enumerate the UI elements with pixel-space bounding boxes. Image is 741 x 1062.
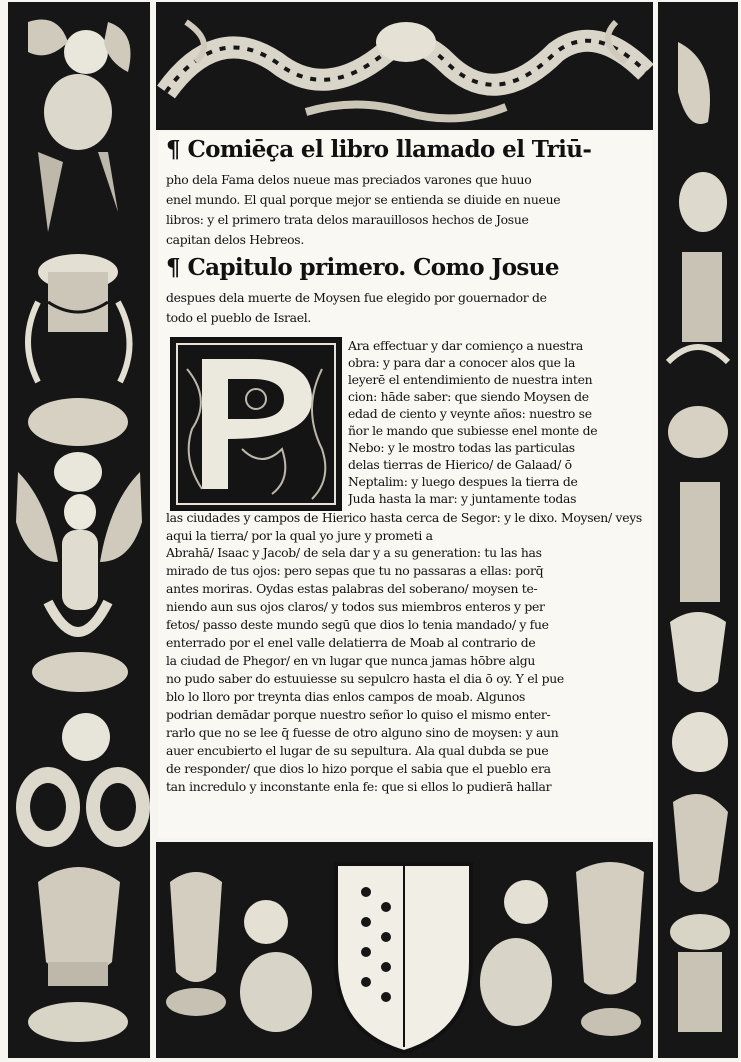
- body-line-13: mirado de tus ojos: pero sepas que tu no passaras a ellas: porq̄: [166, 563, 544, 578]
- left-woodcut-border: [8, 2, 150, 1058]
- body-line-21: podrian demādar porque nuestro señor lo quiso el mismo enter-: [166, 707, 551, 722]
- body-line-14: antes moriras. Oydas estas palabras del soberano/ moysen te-: [166, 581, 538, 596]
- body-line-20: blo lo lloro por treynta dias enlos campos de moab. Algunos: [166, 689, 526, 704]
- top-woodcut-border: [156, 2, 653, 130]
- heading-line-3: enel mundo. El qual porque mejor se entienda se diuide en nueue: [166, 192, 561, 207]
- body-line-1: Ara effectuar y dar comienço a nuestra: [348, 338, 583, 353]
- body-line-15: niendo aun sus ojos claros/ y todos sus miembros enteros y per: [166, 599, 545, 614]
- body-line-2: obra: y para dar a conocer alos que la: [348, 355, 576, 370]
- chapter-line-2: despues dela muerte de Moysen fue elegido por gouernador de: [166, 290, 547, 305]
- body-line-24: de responder/ que dios lo hizo porque el sabia que el pueblo era: [166, 761, 551, 776]
- chapter-title: ¶ Capitulo primero. Como Josue: [166, 254, 559, 281]
- heading-line-2: pho dela Fama delos nueue mas preciados varones que huuo: [166, 172, 532, 187]
- initial-p-ornament: [172, 339, 340, 509]
- left-ornament-illustration: [8, 2, 150, 1058]
- body-line-9: Neptalim: y luego despues la tierra de: [348, 474, 578, 489]
- body-line-7: Nebo: y le mostro todas las particulas: [348, 440, 575, 455]
- heading-line-1: ¶ Comiēça el libro llamado el Triū-: [166, 136, 592, 163]
- bottom-ornament-illustration: [156, 842, 653, 1058]
- body-line-18: la ciudad de Phegor/ en vn lugar que nunca jamas hōbre algu: [166, 653, 536, 668]
- right-woodcut-border: [658, 2, 738, 1058]
- body-line-16: fetos/ passo deste mundo segū que dios lo tenia mandado/ y fue: [166, 617, 549, 632]
- right-ornament-illustration: [658, 2, 738, 1058]
- body-line-23: auer encubierto el lugar de su sepultura. Ala qual dubda se pue: [166, 743, 549, 758]
- bottom-woodcut-border: [156, 842, 653, 1058]
- body-line-11: las ciudades y campos de Hierico hasta cerca de Segor: y le dixo. Moysen/ veys aqui la tierra/ por la qual yo jure y prometi a: [166, 510, 642, 543]
- body-line-17: enterrado por el enel valle delatierra de Moab al contrario de: [166, 635, 536, 650]
- body-line-5: edad de ciento y veynte años: nuestro se: [348, 406, 592, 421]
- body-line-19: no pudo saber do estuuiesse su sepulcro hasta el dia ō oy. Y el pue: [166, 671, 564, 686]
- text-block: [158, 132, 652, 838]
- body-line-10: Juda hasta la mar: y juntamente todas: [348, 491, 577, 506]
- body-line-8: delas tierras de Hierico/ de Galaad/ ō: [348, 457, 572, 472]
- body-line-25: tan incredulo y inconstante enla fe: que si ellos lo pudierā hallar: [166, 779, 552, 794]
- heading-line-4: libros: y el primero trata delos marauillosos hechos de Josue: [166, 212, 529, 227]
- body-line-3: leyerē el entendimiento de nuestra inten: [348, 372, 593, 387]
- top-ornament-illustration: [156, 2, 653, 130]
- body-line-4: cion: hāde saber: que siendo Moysen de: [348, 389, 589, 404]
- body-line-12: Abrahā/ Isaac y Jacob/ de sela dar y a su generation: tu las has: [166, 545, 542, 560]
- decorated-initial-letter: [170, 337, 342, 511]
- chapter-line-3: todo el pueblo de Israel.: [166, 310, 312, 325]
- body-line-22: rarlo que no se lee q̄ fuesse de otro alguno sino de moysen: y aun: [166, 725, 559, 740]
- heading-line-5: capitan delos Hebreos.: [166, 232, 304, 247]
- body-line-6: ñor le mando que subiesse enel monte de: [348, 423, 598, 438]
